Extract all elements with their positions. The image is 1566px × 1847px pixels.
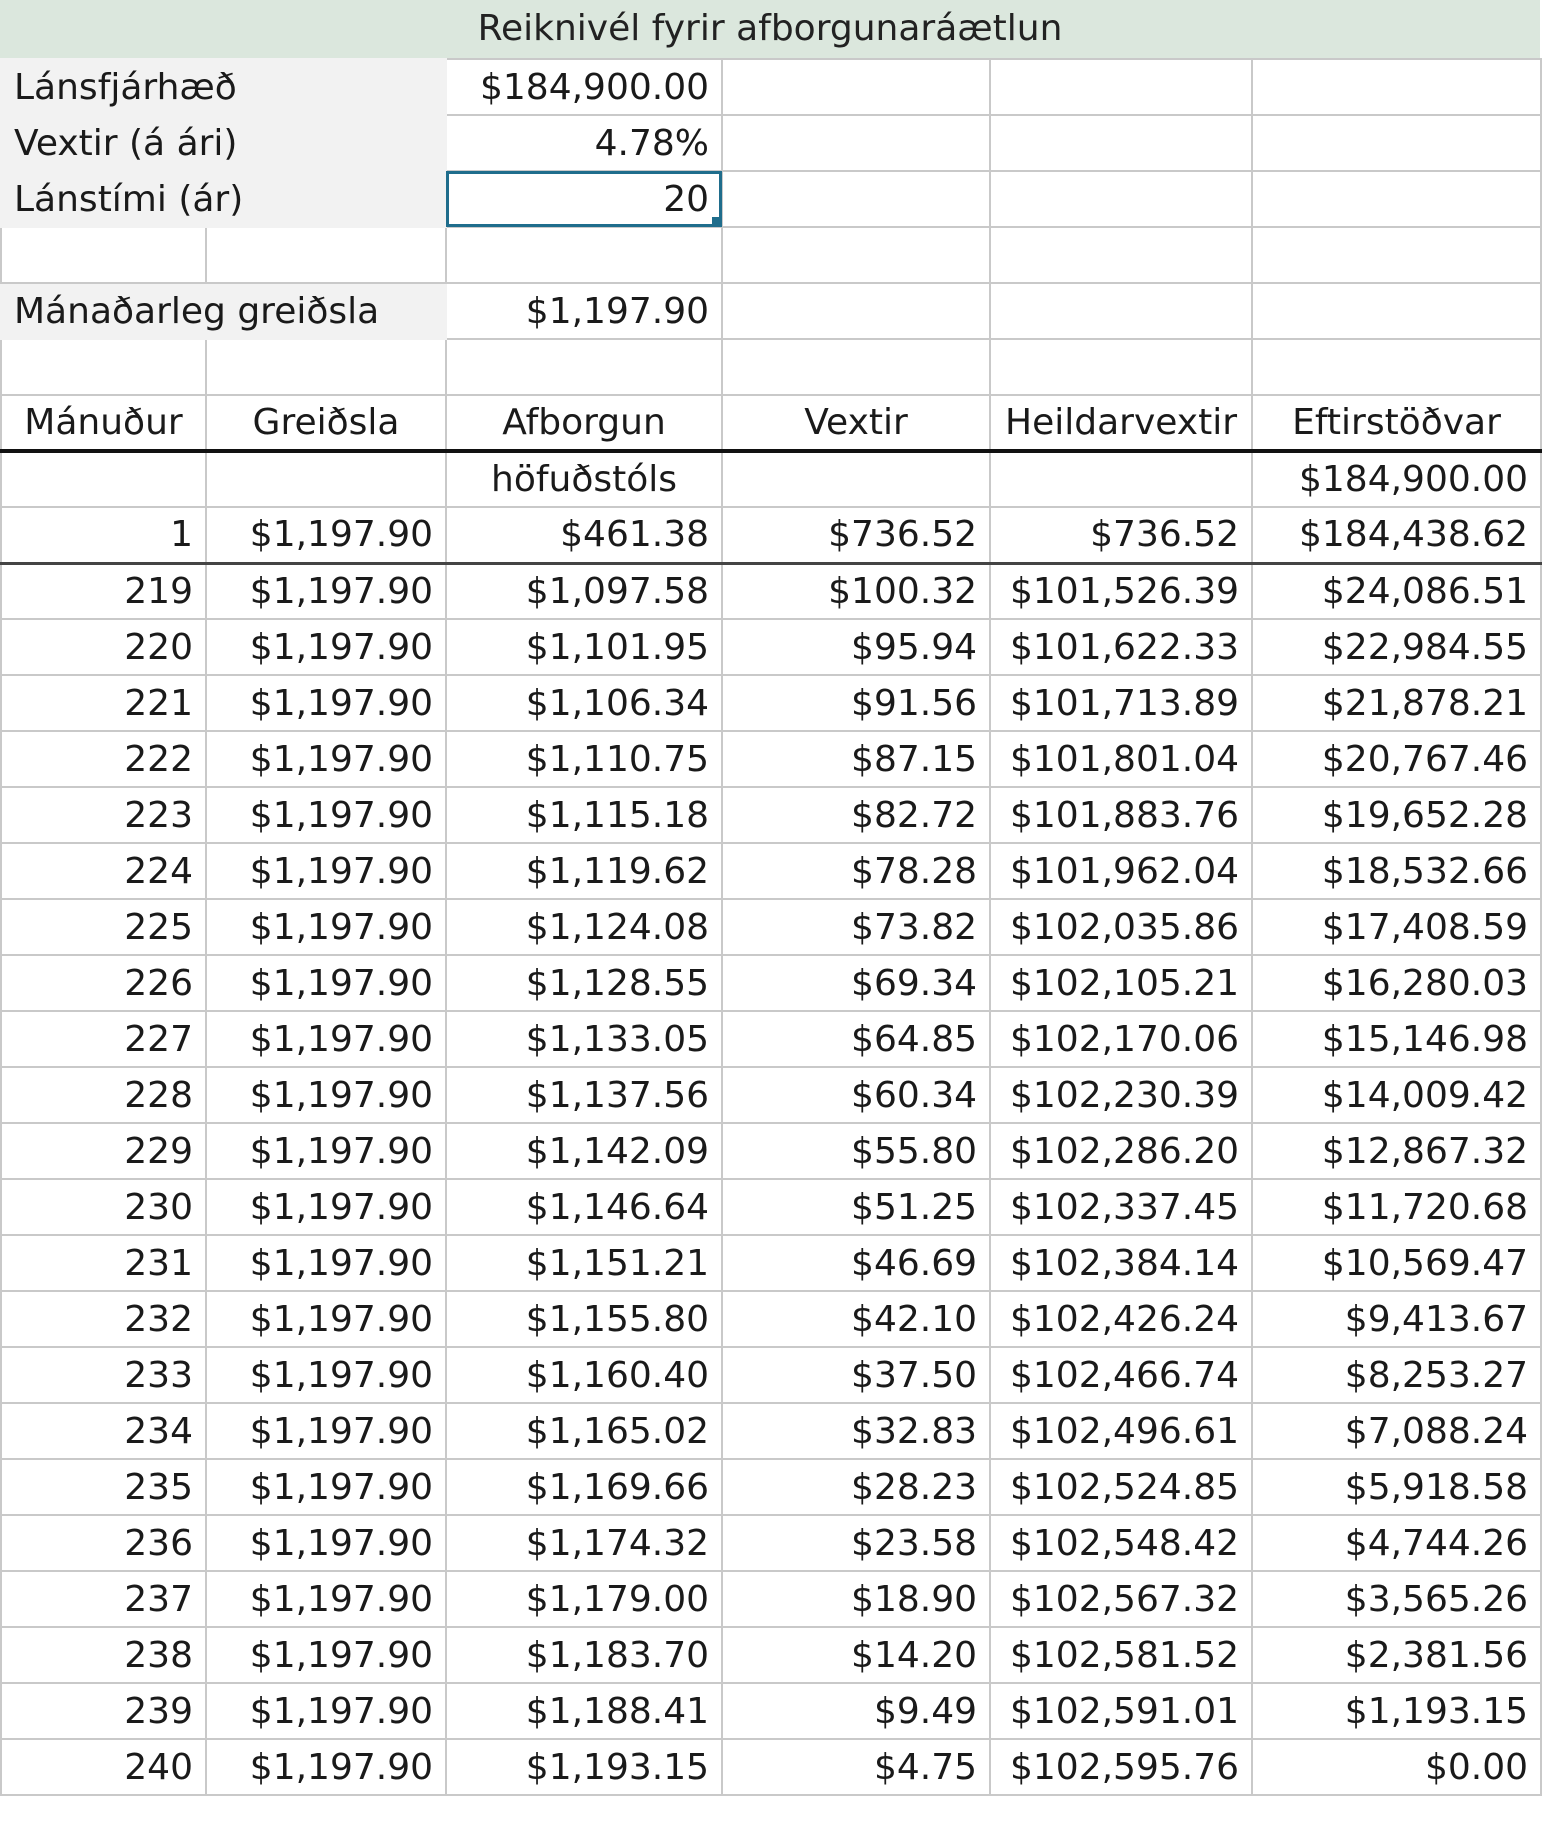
cell-total-interest[interactable]: $102,581.52 bbox=[990, 1627, 1252, 1683]
cell-payment[interactable]: $1,197.90 bbox=[206, 899, 446, 955]
amortization-grid bbox=[0, 58, 1542, 1796]
cell-principal[interactable]: $1,128.55 bbox=[446, 955, 722, 1011]
cell-total-interest[interactable]: $101,526.39 bbox=[990, 563, 1252, 619]
cell-total-interest[interactable]: $101,883.76 bbox=[990, 787, 1252, 843]
cell-total-interest[interactable]: $102,548.42 bbox=[990, 1515, 1252, 1571]
cell-month[interactable]: 233 bbox=[1, 1347, 206, 1403]
empty-cell[interactable] bbox=[446, 227, 722, 283]
header-principal-cont[interactable]: höfuðstóls bbox=[446, 451, 722, 507]
header-row-2 bbox=[1, 451, 1541, 507]
table-row bbox=[1, 1403, 1541, 1459]
cell-month[interactable]: 236 bbox=[1, 1515, 206, 1571]
cell-total-interest[interactable]: $102,466.74 bbox=[990, 1347, 1252, 1403]
cell-payment[interactable]: $1,197.90 bbox=[206, 731, 446, 787]
empty-cell[interactable] bbox=[990, 227, 1252, 283]
empty-cell[interactable] bbox=[206, 339, 446, 395]
cell-total-interest[interactable]: $101,713.89 bbox=[990, 675, 1252, 731]
cell-principal[interactable]: $1,101.95 bbox=[446, 619, 722, 675]
cell-interest[interactable]: $87.15 bbox=[722, 731, 990, 787]
table-row bbox=[1, 675, 1541, 731]
table-row bbox=[1, 619, 1541, 675]
empty-cell[interactable] bbox=[722, 59, 990, 115]
cell-interest[interactable]: $82.72 bbox=[722, 787, 990, 843]
cell-balance[interactable]: $10,569.47 bbox=[1252, 1235, 1541, 1291]
cell-month[interactable]: 226 bbox=[1, 955, 206, 1011]
cell-total-interest[interactable]: $101,622.33 bbox=[990, 619, 1252, 675]
cell-month[interactable]: 1 bbox=[1, 507, 206, 563]
cell-month[interactable]: 238 bbox=[1, 1627, 206, 1683]
empty-cell[interactable] bbox=[1, 451, 206, 507]
cell-balance[interactable]: $18,532.66 bbox=[1252, 843, 1541, 899]
cell-payment[interactable]: $1,197.90 bbox=[206, 1011, 446, 1067]
table-row bbox=[1, 1459, 1541, 1515]
cell-total-interest[interactable]: $102,426.24 bbox=[990, 1291, 1252, 1347]
payment-row bbox=[1, 283, 1541, 339]
empty-cell[interactable] bbox=[1252, 283, 1541, 339]
cell-month[interactable]: 228 bbox=[1, 1067, 206, 1123]
cell-payment[interactable]: $1,197.90 bbox=[206, 1459, 446, 1515]
cell-interest[interactable]: $91.56 bbox=[722, 675, 990, 731]
cell-payment[interactable]: $1,197.90 bbox=[206, 1683, 446, 1739]
empty-cell[interactable] bbox=[1252, 171, 1541, 227]
empty-cell[interactable] bbox=[722, 283, 990, 339]
cell-balance[interactable]: $19,652.28 bbox=[1252, 787, 1541, 843]
cell-principal[interactable]: $1,183.70 bbox=[446, 1627, 722, 1683]
cell-principal[interactable]: $461.38 bbox=[446, 507, 722, 563]
empty-cell[interactable] bbox=[1252, 339, 1541, 395]
cell-month[interactable]: 219 bbox=[1, 563, 206, 619]
empty-cell[interactable] bbox=[990, 283, 1252, 339]
cell-balance[interactable]: $11,720.68 bbox=[1252, 1179, 1541, 1235]
cell-payment[interactable]: $1,197.90 bbox=[206, 1347, 446, 1403]
empty-cell[interactable] bbox=[446, 339, 722, 395]
blank-row bbox=[1, 227, 1541, 283]
cell-interest[interactable]: $95.94 bbox=[722, 619, 990, 675]
cell-principal[interactable]: $1,188.41 bbox=[446, 1683, 722, 1739]
cell-interest[interactable]: $69.34 bbox=[722, 955, 990, 1011]
cell-month[interactable]: 239 bbox=[1, 1683, 206, 1739]
cell-balance[interactable]: $12,867.32 bbox=[1252, 1123, 1541, 1179]
cell-balance[interactable]: $7,088.24 bbox=[1252, 1403, 1541, 1459]
table-row bbox=[1, 787, 1541, 843]
empty-cell[interactable] bbox=[206, 451, 446, 507]
table-row bbox=[1, 1627, 1541, 1683]
cell-interest[interactable]: $14.20 bbox=[722, 1627, 990, 1683]
cell-payment[interactable]: $1,197.90 bbox=[206, 1067, 446, 1123]
cell-total-interest[interactable]: $102,035.86 bbox=[990, 899, 1252, 955]
cell-balance[interactable]: $21,878.21 bbox=[1252, 675, 1541, 731]
cell-interest[interactable]: $42.10 bbox=[722, 1291, 990, 1347]
cell-month[interactable]: 230 bbox=[1, 1179, 206, 1235]
interest-rate-cell[interactable]: 4.78% bbox=[446, 115, 722, 171]
starting-balance-cell[interactable]: $184,900.00 bbox=[1252, 451, 1541, 507]
cell-total-interest[interactable]: $102,595.76 bbox=[990, 1739, 1252, 1795]
cell-payment[interactable]: $1,197.90 bbox=[206, 563, 446, 619]
cell-balance[interactable]: $184,438.62 bbox=[1252, 507, 1541, 563]
interest-rate-label[interactable]: Vextir (á ári) bbox=[1, 115, 446, 171]
cell-month[interactable]: 235 bbox=[1, 1459, 206, 1515]
cell-payment[interactable]: $1,197.90 bbox=[206, 619, 446, 675]
cell-interest[interactable]: $4.75 bbox=[722, 1739, 990, 1795]
loan-amount-label[interactable]: Lánsfjárhæð bbox=[1, 59, 446, 115]
cell-month[interactable]: 237 bbox=[1, 1571, 206, 1627]
cell-interest[interactable]: $64.85 bbox=[722, 1011, 990, 1067]
cell-interest[interactable]: $78.28 bbox=[722, 843, 990, 899]
cell-balance[interactable]: $16,280.03 bbox=[1252, 955, 1541, 1011]
cell-interest[interactable]: $37.50 bbox=[722, 1347, 990, 1403]
header-payment[interactable]: Greiðsla bbox=[206, 395, 446, 451]
cell-balance[interactable]: $22,984.55 bbox=[1252, 619, 1541, 675]
cell-balance[interactable]: $24,086.51 bbox=[1252, 563, 1541, 619]
cell-principal[interactable]: $1,137.56 bbox=[446, 1067, 722, 1123]
empty-cell[interactable] bbox=[1252, 115, 1541, 171]
empty-cell[interactable] bbox=[206, 227, 446, 283]
cell-payment[interactable]: $1,197.90 bbox=[206, 1123, 446, 1179]
loan-term-label[interactable]: Lánstími (ár) bbox=[1, 171, 446, 227]
empty-cell[interactable] bbox=[1, 227, 206, 283]
cell-balance[interactable]: $3,565.26 bbox=[1252, 1571, 1541, 1627]
cell-principal[interactable]: $1,097.58 bbox=[446, 563, 722, 619]
table-row bbox=[1, 1683, 1541, 1739]
cell-month[interactable]: 223 bbox=[1, 787, 206, 843]
cell-total-interest[interactable]: $102,591.01 bbox=[990, 1683, 1252, 1739]
cell-total-interest[interactable]: $102,170.06 bbox=[990, 1011, 1252, 1067]
monthly-payment-label[interactable]: Mánaðarleg greiðsla bbox=[1, 283, 446, 339]
cell-principal[interactable]: $1,142.09 bbox=[446, 1123, 722, 1179]
empty-cell[interactable] bbox=[990, 59, 1252, 115]
cell-interest[interactable]: $736.52 bbox=[722, 507, 990, 563]
cell-principal[interactable]: $1,146.64 bbox=[446, 1179, 722, 1235]
cell-interest[interactable]: $32.83 bbox=[722, 1403, 990, 1459]
table-row bbox=[1, 1515, 1541, 1571]
cell-month[interactable]: 220 bbox=[1, 619, 206, 675]
fill-handle[interactable] bbox=[712, 217, 721, 226]
cell-balance[interactable]: $0.00 bbox=[1252, 1739, 1541, 1795]
cell-total-interest[interactable]: $102,105.21 bbox=[990, 955, 1252, 1011]
cell-month[interactable]: 234 bbox=[1, 1403, 206, 1459]
empty-cell[interactable] bbox=[990, 115, 1252, 171]
cell-total-interest[interactable]: $736.52 bbox=[990, 507, 1252, 563]
cell-principal[interactable]: $1,106.34 bbox=[446, 675, 722, 731]
cell-payment[interactable]: $1,197.90 bbox=[206, 1291, 446, 1347]
cell-payment[interactable]: $1,197.90 bbox=[206, 843, 446, 899]
cell-payment[interactable]: $1,197.90 bbox=[206, 955, 446, 1011]
cell-month[interactable]: 227 bbox=[1, 1011, 206, 1067]
cell-balance[interactable]: $20,767.46 bbox=[1252, 731, 1541, 787]
cell-payment[interactable]: $1,197.90 bbox=[206, 1571, 446, 1627]
cell-total-interest[interactable]: $102,524.85 bbox=[990, 1459, 1252, 1515]
table-row bbox=[1, 563, 1541, 619]
empty-cell[interactable] bbox=[1252, 227, 1541, 283]
cell-interest[interactable]: $73.82 bbox=[722, 899, 990, 955]
cell-month[interactable]: 222 bbox=[1, 731, 206, 787]
empty-cell[interactable] bbox=[990, 171, 1252, 227]
table-row bbox=[1, 899, 1541, 955]
cell-total-interest[interactable]: $102,384.14 bbox=[990, 1235, 1252, 1291]
table-row bbox=[1, 507, 1541, 563]
cell-principal[interactable]: $1,124.08 bbox=[446, 899, 722, 955]
cell-total-interest[interactable]: $102,496.61 bbox=[990, 1403, 1252, 1459]
empty-cell[interactable] bbox=[1, 339, 206, 395]
table-row bbox=[1, 1739, 1541, 1795]
empty-cell[interactable] bbox=[1252, 59, 1541, 115]
table-row bbox=[1, 1011, 1541, 1067]
cell-balance[interactable]: $5,918.58 bbox=[1252, 1459, 1541, 1515]
cell-month[interactable]: 231 bbox=[1, 1235, 206, 1291]
cell-principal[interactable]: $1,160.40 bbox=[446, 1347, 722, 1403]
cell-payment[interactable]: $1,197.90 bbox=[206, 1403, 446, 1459]
table-row bbox=[1, 1347, 1541, 1403]
cell-principal[interactable]: $1,133.05 bbox=[446, 1011, 722, 1067]
cell-total-interest[interactable]: $101,801.04 bbox=[990, 731, 1252, 787]
cell-month[interactable]: 240 bbox=[1, 1739, 206, 1795]
cell-interest[interactable]: $60.34 bbox=[722, 1067, 990, 1123]
cell-balance[interactable]: $9,413.67 bbox=[1252, 1291, 1541, 1347]
empty-cell[interactable] bbox=[722, 227, 990, 283]
loan-amount-cell[interactable]: $184,900.00 bbox=[446, 59, 722, 115]
cell-total-interest[interactable]: $102,286.20 bbox=[990, 1123, 1252, 1179]
loan-term-cell-selected[interactable] bbox=[446, 171, 722, 227]
cell-interest[interactable]: $51.25 bbox=[722, 1179, 990, 1235]
monthly-payment-cell[interactable]: $1,197.90 bbox=[446, 283, 722, 339]
cell-month[interactable]: 225 bbox=[1, 899, 206, 955]
cell-principal[interactable]: $1,110.75 bbox=[446, 731, 722, 787]
cell-interest[interactable]: $46.69 bbox=[722, 1235, 990, 1291]
header-total-interest[interactable]: Heildarvextir bbox=[990, 395, 1252, 451]
cell-month[interactable]: 221 bbox=[1, 675, 206, 731]
empty-cell[interactable] bbox=[990, 339, 1252, 395]
cell-principal[interactable]: $1,155.80 bbox=[446, 1291, 722, 1347]
cell-payment[interactable]: $1,197.90 bbox=[206, 1179, 446, 1235]
empty-cell[interactable] bbox=[990, 451, 1252, 507]
cell-interest[interactable]: $100.32 bbox=[722, 563, 990, 619]
header-interest[interactable]: Vextir bbox=[722, 395, 990, 451]
cell-total-interest[interactable]: $101,962.04 bbox=[990, 843, 1252, 899]
loan-term-value: 20 bbox=[663, 178, 710, 220]
cell-principal[interactable]: $1,174.32 bbox=[446, 1515, 722, 1571]
empty-cell[interactable] bbox=[722, 451, 990, 507]
cell-interest[interactable]: $28.23 bbox=[722, 1459, 990, 1515]
cell-total-interest[interactable]: $102,337.45 bbox=[990, 1179, 1252, 1235]
cell-principal[interactable]: $1,151.21 bbox=[446, 1235, 722, 1291]
table-row bbox=[1, 955, 1541, 1011]
cell-balance[interactable]: $15,146.98 bbox=[1252, 1011, 1541, 1067]
cell-payment[interactable]: $1,197.90 bbox=[206, 1627, 446, 1683]
input-row-rate bbox=[1, 115, 1541, 171]
table-row bbox=[1, 1235, 1541, 1291]
empty-cell[interactable] bbox=[722, 171, 990, 227]
cell-month[interactable]: 224 bbox=[1, 843, 206, 899]
cell-balance[interactable]: $17,408.59 bbox=[1252, 899, 1541, 955]
cell-principal[interactable]: $1,115.18 bbox=[446, 787, 722, 843]
cell-payment[interactable]: $1,197.90 bbox=[206, 507, 446, 563]
input-row-term bbox=[1, 171, 1541, 227]
cell-balance[interactable]: $8,253.27 bbox=[1252, 1347, 1541, 1403]
cell-total-interest[interactable]: $102,567.32 bbox=[990, 1571, 1252, 1627]
cell-interest[interactable]: $55.80 bbox=[722, 1123, 990, 1179]
cell-balance[interactable]: $2,381.56 bbox=[1252, 1627, 1541, 1683]
cell-total-interest[interactable]: $102,230.39 bbox=[990, 1067, 1252, 1123]
table-row bbox=[1, 1123, 1541, 1179]
empty-cell[interactable] bbox=[722, 115, 990, 171]
header-balance[interactable]: Eftirstöðvar bbox=[1252, 395, 1541, 451]
header-month[interactable]: Mánuður bbox=[1, 395, 206, 451]
cell-month[interactable]: 229 bbox=[1, 1123, 206, 1179]
table-row bbox=[1, 1067, 1541, 1123]
cell-balance[interactable]: $4,744.26 bbox=[1252, 1515, 1541, 1571]
table-row bbox=[1, 1179, 1541, 1235]
cell-interest[interactable]: $18.90 bbox=[722, 1571, 990, 1627]
cell-principal[interactable]: $1,165.02 bbox=[446, 1403, 722, 1459]
empty-cell[interactable] bbox=[722, 339, 990, 395]
table-row bbox=[1, 843, 1541, 899]
cell-month[interactable]: 232 bbox=[1, 1291, 206, 1347]
table-row bbox=[1, 1291, 1541, 1347]
header-row bbox=[1, 395, 1541, 451]
cell-principal[interactable]: $1,193.15 bbox=[446, 1739, 722, 1795]
cell-payment[interactable]: $1,197.90 bbox=[206, 675, 446, 731]
table-row bbox=[1, 1571, 1541, 1627]
cell-principal[interactable]: $1,169.66 bbox=[446, 1459, 722, 1515]
cell-balance[interactable]: $14,009.42 bbox=[1252, 1067, 1541, 1123]
cell-interest[interactable]: $23.58 bbox=[722, 1515, 990, 1571]
blank-row bbox=[1, 339, 1541, 395]
cell-payment[interactable]: $1,197.90 bbox=[206, 787, 446, 843]
table-row bbox=[1, 731, 1541, 787]
cell-interest[interactable]: $9.49 bbox=[722, 1683, 990, 1739]
cell-payment[interactable]: $1,197.90 bbox=[206, 1515, 446, 1571]
cell-balance[interactable]: $1,193.15 bbox=[1252, 1683, 1541, 1739]
input-row-loan bbox=[1, 59, 1541, 115]
sheet-title[interactable]: Reiknivél fyrir afborgunaráætlun bbox=[0, 0, 1540, 60]
cell-payment[interactable]: $1,197.90 bbox=[206, 1235, 446, 1291]
cell-payment[interactable]: $1,197.90 bbox=[206, 1739, 446, 1795]
cell-principal[interactable]: $1,179.00 bbox=[446, 1571, 722, 1627]
cell-principal[interactable]: $1,119.62 bbox=[446, 843, 722, 899]
header-principal[interactable]: Afborgun bbox=[446, 395, 722, 451]
